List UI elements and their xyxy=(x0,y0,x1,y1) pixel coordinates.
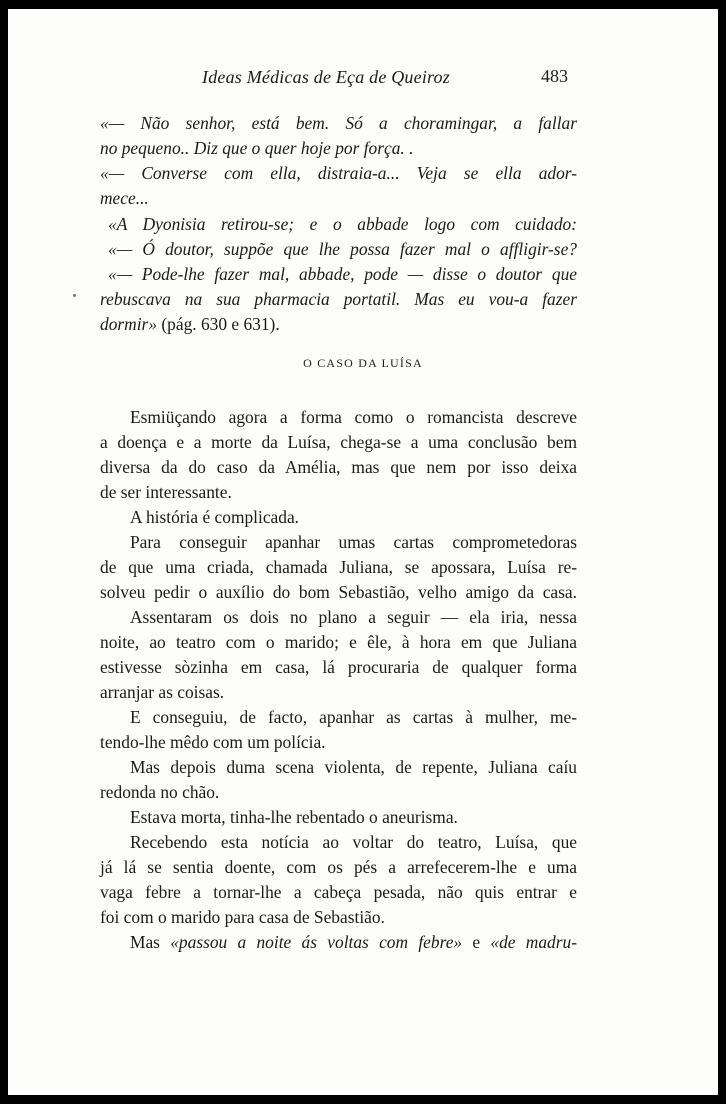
quote-line: rebuscava na sua pharmacia portatil. Mas eu vou-a fazer xyxy=(100,289,577,309)
running-head xyxy=(8,67,718,97)
body-line: redonda no chão. xyxy=(100,782,220,802)
body-line: Estava morta, tinha-lhe rebentado o aneurisma. xyxy=(130,807,458,827)
body-line: tendo-lhe mêdo com um polícia. xyxy=(100,732,326,752)
body-line: a doença e a morte da Luísa, chega-se a uma conclusão bem xyxy=(100,432,577,452)
quote-line: no pequeno.. Diz que o quer hoje por força. . xyxy=(100,138,414,158)
quote-line: «— Pode-lhe fazer mal, abbade, pode — disse o doutor que xyxy=(108,264,577,284)
quote-line: «A Dyonisia retirou-se; e o abbade logo com cuidado: xyxy=(108,214,577,234)
margin-speck xyxy=(73,294,76,297)
body-line: arranjar as coisas. xyxy=(100,682,225,702)
body-line: já lá se sentia doente, com os pés a arrefecerem-lhe e uma xyxy=(100,857,577,877)
quote-line: mece... xyxy=(100,188,149,208)
running-head-title: Ideas Médicas de Eça de Queiroz xyxy=(202,67,450,87)
body-line: estivesse sòzinha em casa, lá procuraria de qualquer forma xyxy=(100,657,577,677)
body-line: E conseguiu, de facto, apanhar as cartas à mulher, me- xyxy=(130,707,577,727)
body-line: Para conseguir apanhar umas cartas comprometedoras xyxy=(130,532,577,552)
body-line-final xyxy=(130,930,577,956)
page-number: 483 xyxy=(541,66,568,86)
quote-closing-italic: dormir» xyxy=(100,314,158,334)
quote-closing-line xyxy=(100,312,577,338)
body-line: vaga febre a tornar-lhe a cabeça pesada, não quis entrar e xyxy=(100,882,577,902)
body-line: Esmiüçando agora a forma como o romancista descreve xyxy=(130,407,577,427)
body-line: Recebendo esta notícia ao voltar do teatro, Luísa, que xyxy=(130,832,577,852)
book-page xyxy=(8,9,718,1095)
quote-line: «— Converse com ella, distraia-a... Veja se ella ador- xyxy=(100,163,577,183)
body-line: Mas depois duma scena violenta, de repente, Juliana caíu xyxy=(130,757,577,777)
body-line: diversa da do caso da Amélia, mas que nem por isso deixa xyxy=(100,457,577,477)
body-line: de que uma criada, chamada Juliana, se apossara, Luísa re- xyxy=(100,557,577,577)
body-line: foi com o marido para casa de Sebastião. xyxy=(100,907,385,927)
body-line: A história é complicada. xyxy=(130,507,300,527)
page-reference: (pág. 630 e 631). xyxy=(157,314,280,334)
final-line-quote-1: «passou a noite ás voltas com febre» xyxy=(170,932,463,952)
final-line-middle: e xyxy=(462,932,491,952)
final-line-quote-2: «de madru- xyxy=(490,932,577,952)
body-line: de ser interessante. xyxy=(100,482,232,502)
quote-line: «— Não senhor, está bem. Só a choramingar, a fallar xyxy=(100,113,577,133)
body-line: noite, ao teatro com o marido; e êle, à hora em que Juliana xyxy=(100,632,577,652)
section-title: O CASO DA LUÍSA xyxy=(303,356,423,370)
final-line-start: Mas xyxy=(130,932,171,952)
body-line: solveu pedir o auxílio do bom Sebastião, velho amigo da casa. xyxy=(100,582,577,602)
body-line: Assentaram os dois no plano a seguir — ela iria, nessa xyxy=(130,607,577,627)
quote-line: «— Ó doutor, suppõe que lhe possa fazer mal o affligir-se? xyxy=(108,239,577,259)
